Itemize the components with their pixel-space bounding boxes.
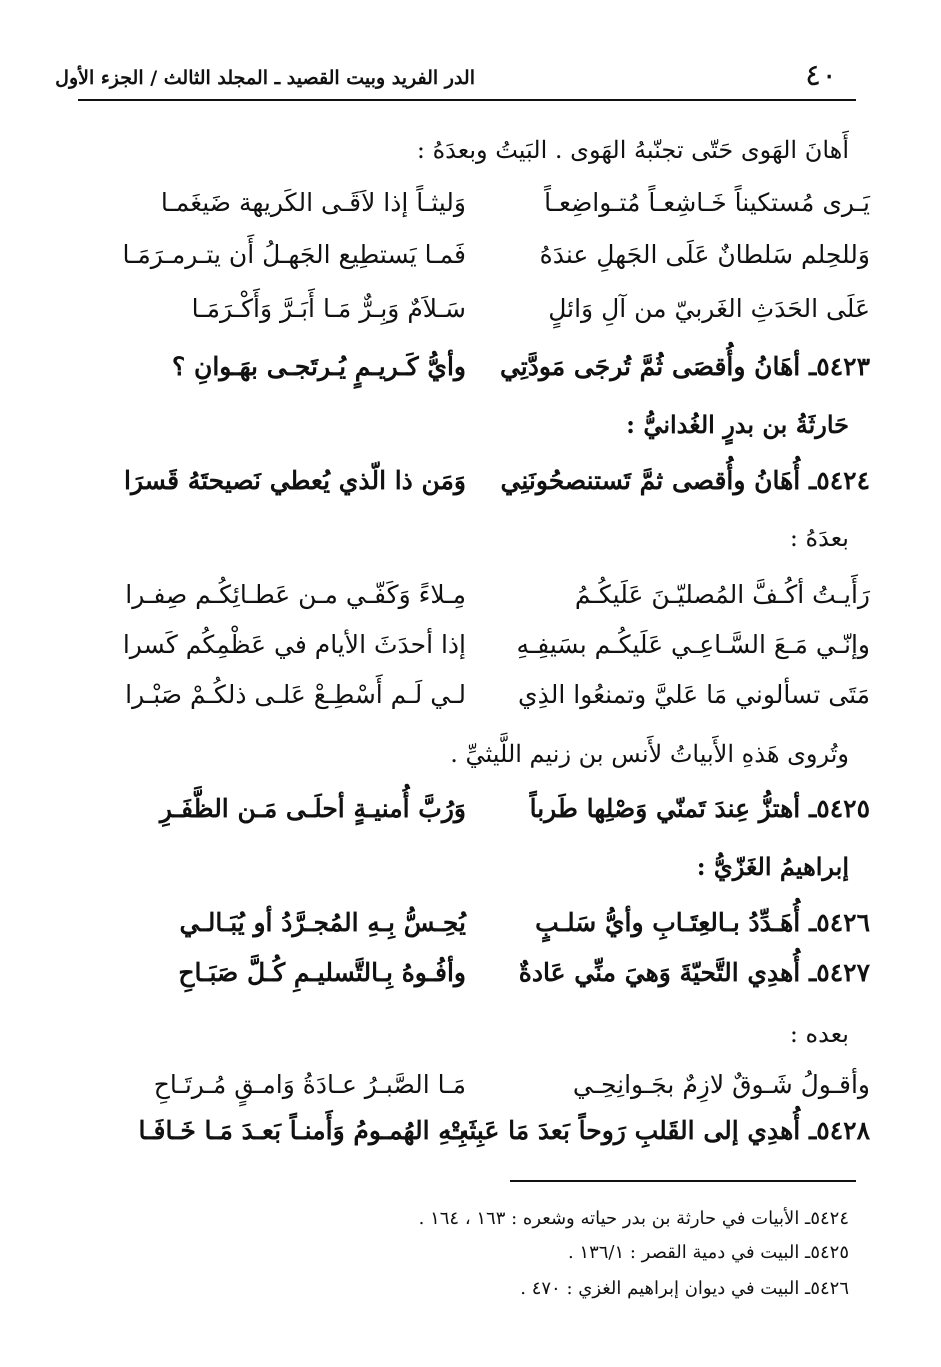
first-hemistich: وإنّـي مَـعَ السَّـاعِـي عَلَيكُـم بسَيفِـهِ <box>516 630 870 659</box>
first-hemistich: عَلَى الحَدَثِ الغَربيّ من آلِ وَائلٍ <box>548 294 870 323</box>
verse-line <box>70 680 870 726</box>
verse-line-numbered <box>70 958 870 1004</box>
footnote: ٥٤٢٤ـ الأبيات في حارثة بن بدر حياته وشعره : ١٦٣ ، ١٦٤ . <box>418 1208 849 1229</box>
first-hemistich: ٥٤٢٤ـ أُهَانُ وأُقصى ثمَّ تَستنصحُونَنِي <box>500 466 870 495</box>
second-hemistich: مَـا الصَّبـرُ عـادَةُ وَامـقٍ مُـرتَـاحِ <box>153 1070 466 1099</box>
second-hemistich: بِـهِ الهُمـومُ وَأَمنـاً بَعـدَ مَـا خَـافَـا <box>138 1116 466 1145</box>
second-hemistich: وأفُـوهُ بِـالتَّسليـمِ كُـلَّ صَبَـاحِ <box>178 958 466 987</box>
verse-line-numbered <box>70 794 870 840</box>
footnote-rule <box>510 1180 856 1182</box>
second-hemistich: إذا أحدَثَ الأيام في عَظْمِكُم كَسرا <box>122 630 466 659</box>
verse-line <box>70 630 870 676</box>
verse-line <box>70 240 870 286</box>
verse-line-numbered <box>70 466 870 512</box>
footnote: ٥٤٢٦ـ البيت في ديوان إبراهيم الغزي : ٤٧٠ . <box>520 1278 849 1299</box>
first-hemistich: يَـرى مُستكيناً خَـاشِعـاً مُتـواضِعـاً <box>544 188 870 217</box>
second-hemistich: مِـلاءً وَكَفّـي مـن عَطـائِكُـم صِفـرا <box>125 580 466 609</box>
second-hemistich: وأيُّ كَـريـمٍ يُـرتَجـى بهَـوانِ ؟ <box>172 352 466 381</box>
first-hemistich: مَتَى تسألوني مَا عَليَّ وتمنعُوا الذِي <box>518 680 870 709</box>
prose-line: أَهانَ الهَوى حَتّى تجنّبهُ الهَوى . البَيتُ وبعدَهُ : <box>416 136 849 164</box>
running-title: الدر الفريد وبيت القصيد ـ المجلد الثالث / الجزء الأول <box>55 67 475 89</box>
second-hemistich: فَمـا يَستطِيع الجَهـلُ أَن يتـرمـرَمَـا <box>122 240 466 269</box>
first-hemistich: ٥٤٢٥ـ أهتزُّ عِندَ تَمنّي وَصْلِها طَرباً <box>529 794 870 823</box>
prose-line: بعده : <box>789 1020 849 1048</box>
first-hemistich: ٥٤٢٨ـ أُهدِي إلى القَلبِ رَوحاً بَعدَ مَا عَبِثَتْ <box>444 1116 870 1145</box>
footnote: ٥٤٢٥ـ البيت في دمية القصر : ١٣٦/١ . <box>567 1242 849 1263</box>
second-hemistich: لـي لَـم أَسْطِـعْ عَلـى ذلكُـمْ صَبْـرا <box>125 680 466 709</box>
second-hemistich: يُحِـسُّ بِـهِ المُجـرَّدُ أو يُبَـالـي <box>179 908 466 937</box>
poet-attribution: حَارثَةُ بن بدرٍ الغُدانيُّ : <box>626 410 849 439</box>
first-hemistich: ٥٤٢٣ـ أهَانُ وأُقصَى ثُمَّ تُرجَى مَودَّتِي <box>499 352 870 381</box>
verse-line <box>70 188 870 234</box>
header-rule <box>78 99 856 101</box>
page-number: ٤٠ <box>805 58 838 93</box>
poet-attribution: إبراهيمُ الغَزّيُّ : <box>696 852 849 881</box>
verse-line <box>70 580 870 626</box>
second-hemistich: سَـلاَمٌ وَبِـرٌّ مَـا أَبَـرَّ وَأَكْـرَمَـا <box>191 294 466 323</box>
prose-line: بعدَهُ : <box>789 524 849 552</box>
verse-line <box>70 294 870 340</box>
verse-line-numbered <box>70 908 870 954</box>
first-hemistich: وأقـولُ شَـوقٌ لازِمٌ بجَـوانِحِـي <box>572 1070 870 1099</box>
verse-line <box>70 1070 870 1116</box>
second-hemistich: وَمَن ذا الّذي يُعطي نَصيحتَهُ قَسرَا <box>124 466 466 495</box>
first-hemistich: وَللحِلم سَلطانٌ عَلَى الجَهلِ عندَهُ <box>539 240 870 269</box>
prose-line: وتُروى هَذهِ الأَبياتُ لأَنس بن زنيم اللَّيثيِّ . <box>450 740 849 768</box>
first-hemistich: ٥٤٢٧ـ أُهدِي التَّحيّةَ وَهيَ منِّي عَادةٌ <box>518 958 870 987</box>
verse-line-numbered <box>70 352 870 398</box>
first-hemistich: رَأَيـتُ أكُـفَّ المُصليّـنَ عَلَيكُـمُ <box>574 580 870 609</box>
second-hemistich: وَرُبَّ أُمنيـةٍ أحلَـى مَـن الظَّفَـرِ <box>159 794 466 823</box>
verse-line-numbered <box>70 1116 870 1162</box>
second-hemistich: وَليثـاً إذا لاَقَـى الكَريهة ضَيغَمـا <box>160 188 466 217</box>
first-hemistich: ٥٤٢٦ـ أُهَـدِّدُ بـالعِتَـابِ وأيُّ سَلـبٍ <box>535 908 870 937</box>
